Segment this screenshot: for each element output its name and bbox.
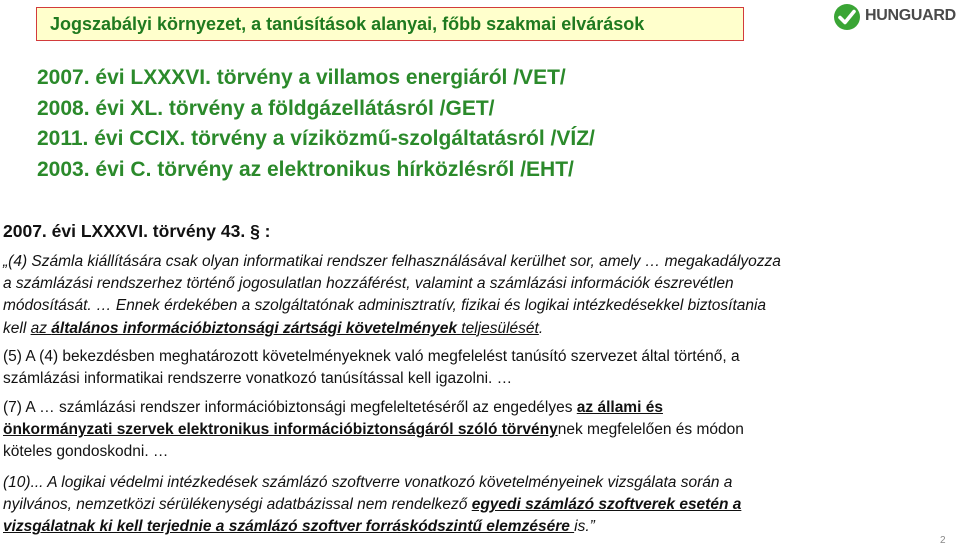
paragraph-line <box>3 516 741 538</box>
text-run: kell <box>3 319 31 337</box>
paragraph-line: köteles gondoskodni. … <box>3 443 169 461</box>
text-run: (7) A … számlázási rendszer információbiztonsági megfeleltetéséről az engedélyes <box>3 399 577 416</box>
emphasis-text: az állami és <box>576 399 663 416</box>
paragraph-line: (5) A (4) bekezdésben meghatározott követelményeknek való megfelelést tanúsító szervezet által történő, a <box>3 348 740 365</box>
paragraph-line: számlázási informatikai rendszerre vonatkozó tanúsítással kell igazolni. … <box>3 370 513 388</box>
paragraph-line: a számlázási rendszerhez történő jogosulatlan hozzáférést, valamint a számlázási információk észrevétlen <box>3 275 734 293</box>
hunguard-logo <box>833 3 959 31</box>
paragraph-5 <box>3 346 740 390</box>
paragraph-line: „(4) Számla kiállítására csak olyan informatikai rendszer felhasználásával kerülhet sor, amely … megakadályozza <box>3 253 781 270</box>
text-run: az <box>30 319 52 337</box>
paragraph-line <box>3 419 744 441</box>
paragraph-line <box>3 397 744 419</box>
emphasis-text: információbiztonságáról szóló törvény <box>273 421 558 439</box>
paragraph-7 <box>3 397 744 464</box>
law-item: 2003. évi C. törvény az elektronikus hírközlésről /EHT/ <box>37 157 574 181</box>
text-run: is.” <box>574 518 595 536</box>
law-item: 2007. évi LXXXVI. törvény a villamos energiáról /VET/ <box>37 66 566 89</box>
paragraph-line <box>3 494 741 516</box>
emphasis-text: önkormányzati szervek elektronikus <box>3 421 274 439</box>
paragraph-4 <box>3 251 781 340</box>
emphasis-text: vizsgálatnak ki kell terjednie a számlázó szoftver forráskódszintű elemzésére <box>3 518 575 536</box>
emphasis-text: egyedi számlázó szoftverek esetén a <box>471 496 742 514</box>
section-title: 2007. évi LXXXVI. törvény 43. § : <box>3 221 271 241</box>
page-title: Jogszabályi környezet, a tanúsítások alanyai, főbb szakmai elvárások <box>50 14 645 34</box>
text-run: . <box>538 319 544 337</box>
page-number: 2 <box>940 535 946 546</box>
emphasis-text: általános információbiztonsági zártsági követelmények <box>51 319 457 337</box>
logo-text: HUNGUARD <box>865 7 956 24</box>
law-item: 2011. évi CCIX. törvény a víziközmű-szolgáltatásról /VÍZ/ <box>37 127 595 150</box>
text-run: nyilvános, nemzetközi sérülékenységi adatbázissal nem rendelkező <box>3 496 472 514</box>
check-mark-icon <box>833 3 861 31</box>
paragraph-line <box>3 318 781 340</box>
title-box <box>36 7 744 41</box>
law-list <box>37 63 595 185</box>
text-run: nek megfelelően és módon <box>557 421 744 439</box>
paragraph-10 <box>3 472 741 539</box>
law-item: 2008. évi XL. törvény a földgázellátásról /GET/ <box>37 96 495 120</box>
paragraph-line: (10)... A logikai védelmi intézkedések számlázó szoftverre vonatkozó követelményeinek vizsgálata során a <box>3 474 733 491</box>
paragraph-line: módosítását. … Ennek érdekében a szolgáltatónak adminisztratív, fizikai és logikai intézkedésekkel biztosítania <box>3 297 767 315</box>
text-run: teljesülését <box>456 319 539 337</box>
